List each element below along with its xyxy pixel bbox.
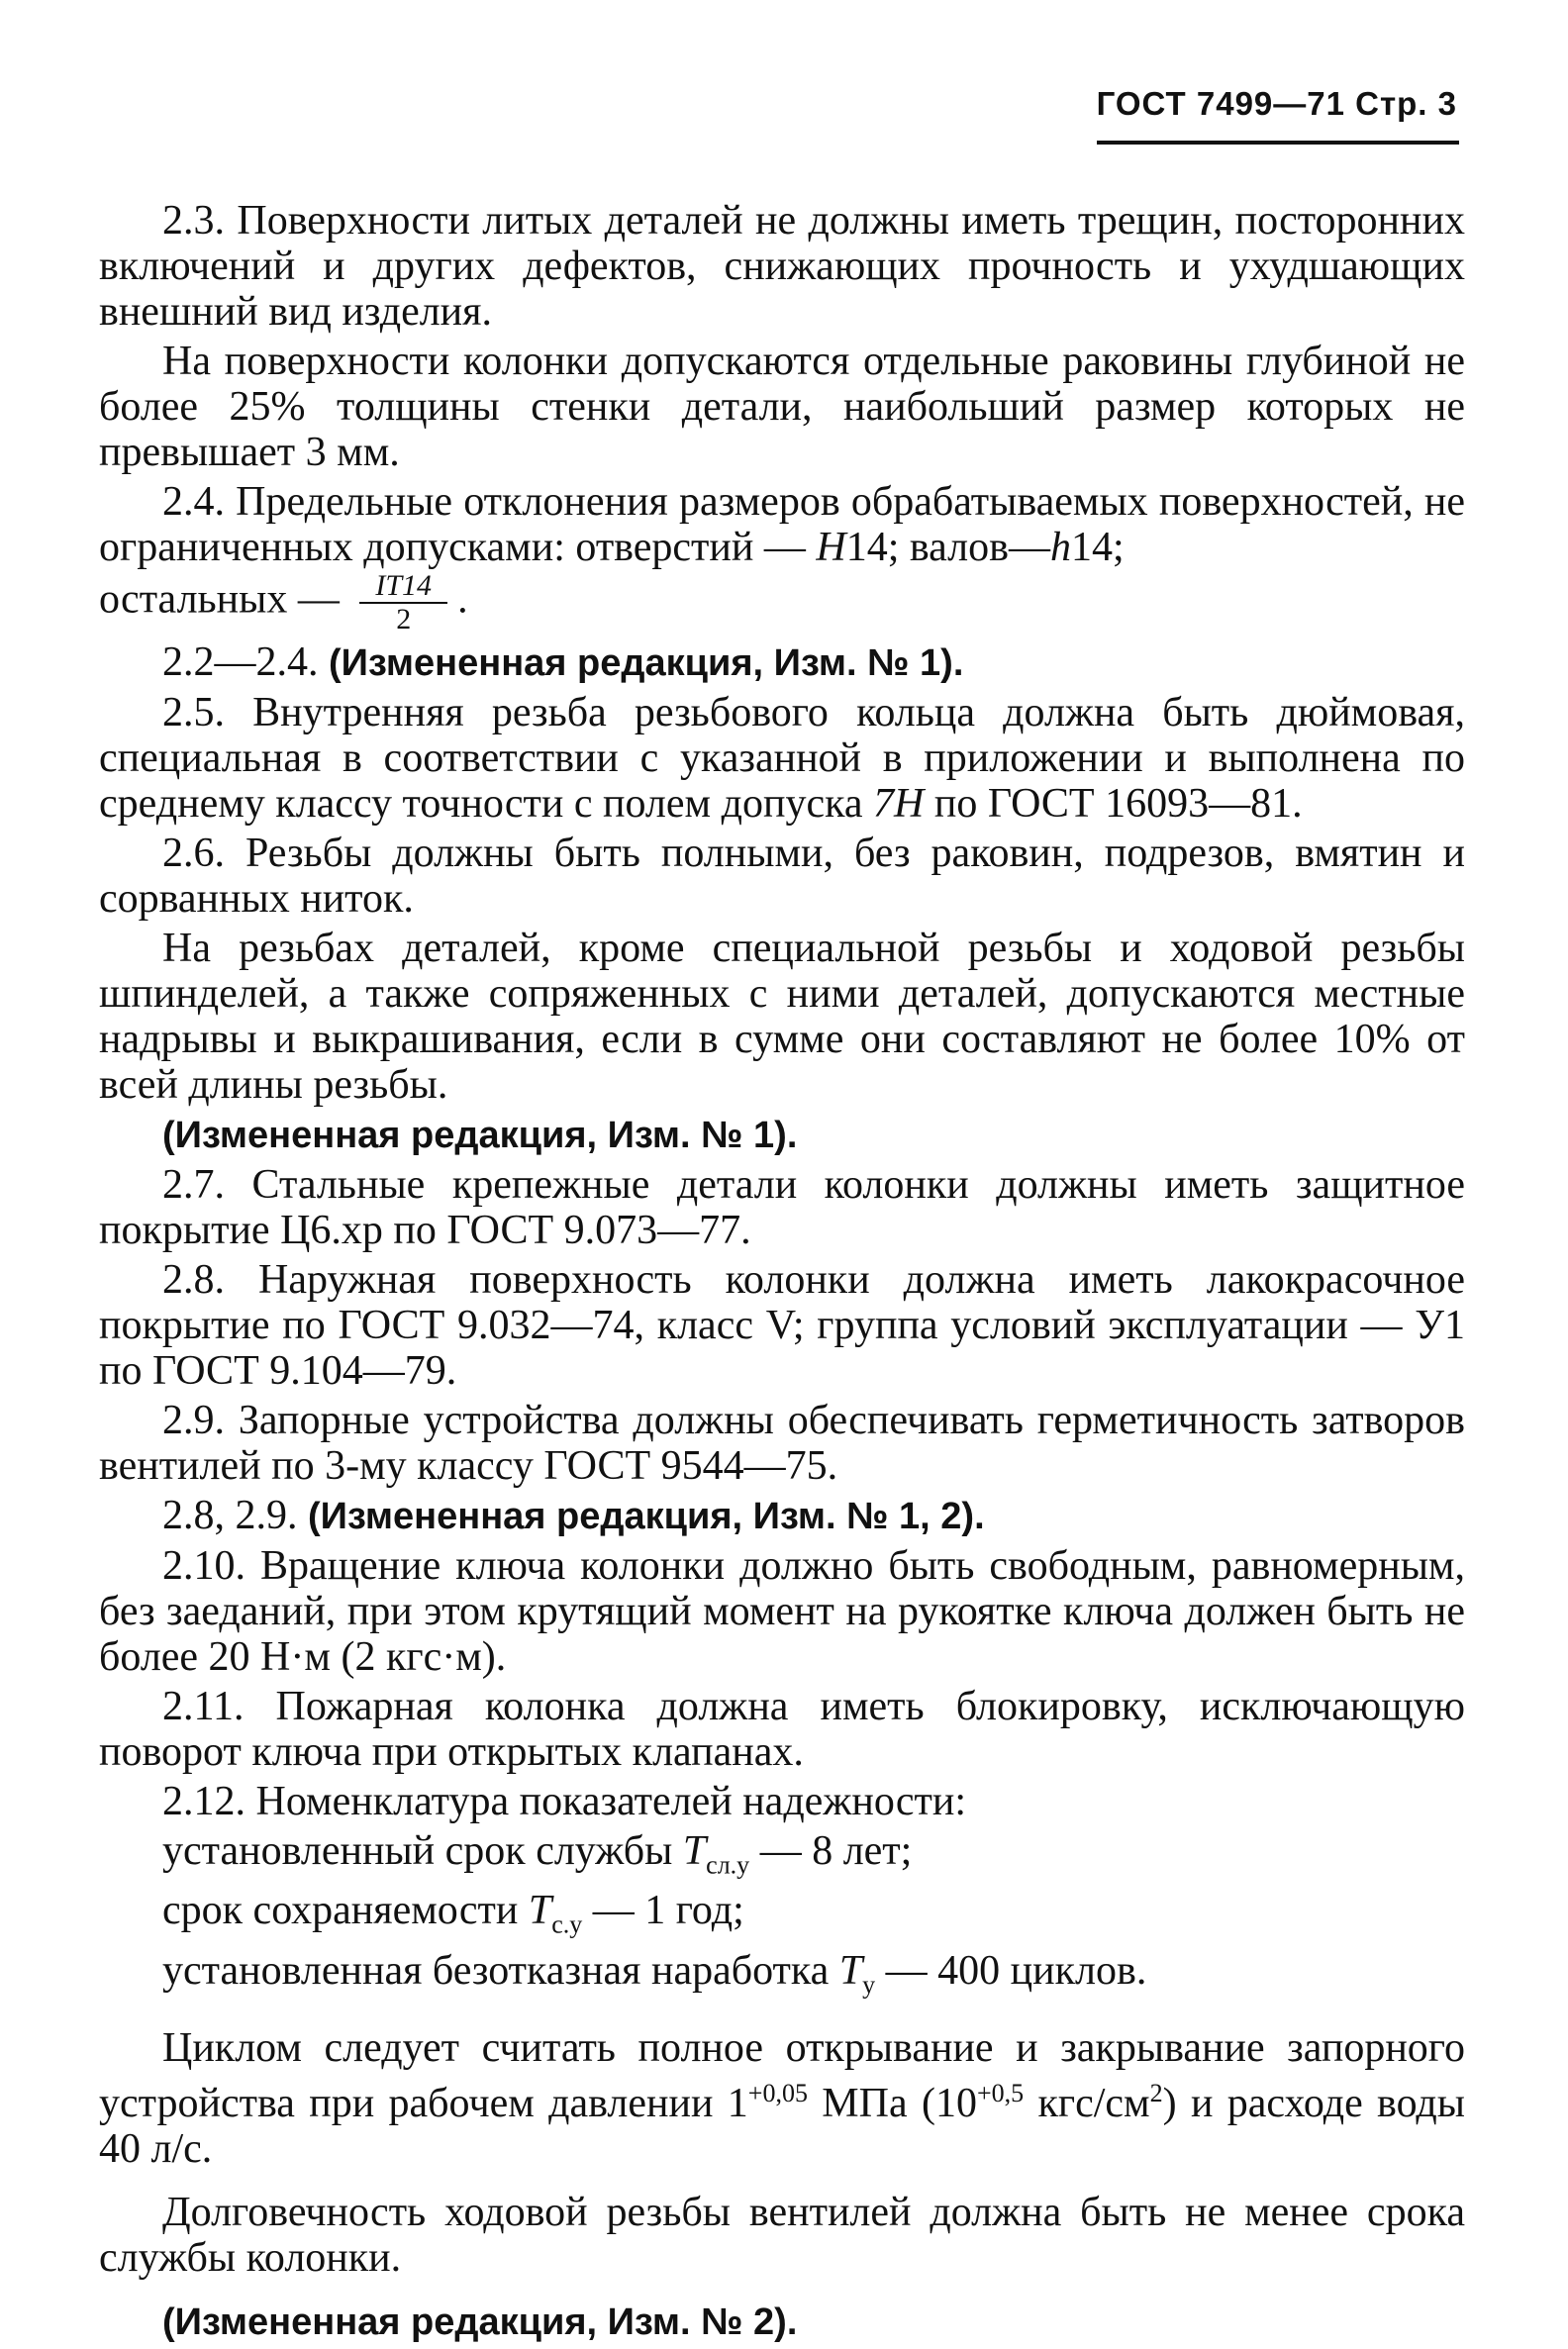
header-rule <box>1097 141 1459 145</box>
spacer <box>99 2011 1465 2025</box>
paragraph-2-12: 2.12. Номенклатура показателей надежности: <box>162 1779 967 1824</box>
paragraph-2-4-text-b: 14; валов— <box>845 525 1050 570</box>
subscript: сл.у <box>706 1850 750 1880</box>
paragraph-2-6: 2.6. Резьбы должны быть полными, без раковин, подрезов, вмятин и сорванных ниток. <box>99 831 1465 922</box>
paragraph-2-3-b: На поверхности колонки допускаются отдельные раковины глубиной не более 25% толщины стенки детали, наибольший размер которых не превышает 3 мм. <box>99 339 1465 475</box>
note-number: 2.8, 2.9. <box>162 1493 308 1538</box>
note-final <box>99 2299 1465 2345</box>
paragraph-2-8: 2.8. Наружная поверхность колонки должна иметь лакокрасочное покрытие по ГОСТ 9.032—74, класс V; группа условий эксплуатации — У1 по ГОСТ 9.104—79. <box>99 1257 1465 1394</box>
tolerance-7h: 7H <box>873 781 925 827</box>
cycle-text-c: кгс/см <box>1024 2081 1150 2127</box>
superscript: 2 <box>1149 2079 1163 2108</box>
paragraph-2-4-rest-line <box>99 570 1465 636</box>
item-text: установленный срок службы <box>162 1828 683 1874</box>
symbol-h-lower: h <box>1049 525 1071 570</box>
reliability-item-service-life <box>99 1828 1465 1888</box>
note-text: (Измененная редакция, Изм. № 1). <box>329 642 964 684</box>
symbol-t: T <box>528 1888 552 1934</box>
paragraph-2-4-text: 2.4. Предельные отклонения размеров обрабатываемых поверхностей, не ограниченных допусками: отверстий — <box>99 479 1465 570</box>
paragraph-2-10: 2.10. Вращение ключа колонки должно быть свободным, равномерным, без заеданий, при этом крутящий момент на рукоятке ключа должен быть не более 20 Н·м (2 кгс·м). <box>99 1543 1465 1680</box>
note-text: (Измененная редакция, Изм. № 2). <box>162 2301 798 2344</box>
paragraph-2-4-rest: остальных — <box>99 576 340 623</box>
paragraph-2-3: 2.3. Поверхности литых деталей не должны иметь трещин, посторонних включений и других дефектов, снижающих прочность и ухудшающих внешний вид изделия. <box>99 198 1465 335</box>
reliability-item-mtbf <box>99 1948 1465 2007</box>
note-text: (Измененная редакция, Изм. № 1). <box>162 1115 798 1156</box>
superscript: +0,5 <box>976 2079 1025 2108</box>
cycle-text-b: МПа (10 <box>807 2081 977 2127</box>
superscript: +0,05 <box>747 2079 808 2108</box>
paragraph-durability: Долговечность ходовой резьбы вентилей должна быть не менее срока службы колонки. <box>99 2190 1465 2282</box>
note-2-2-2-4 <box>99 639 1465 686</box>
paragraph-cycle <box>99 2025 1465 2172</box>
paragraph-2-11: 2.11. Пожарная колонка должна иметь блокировку, исключающую поворот ключа при открытых клапанах. <box>99 1684 1465 1775</box>
subscript: с.у <box>551 1909 583 1939</box>
paragraph-2-5 <box>99 690 1465 827</box>
note-2-6 <box>99 1112 1465 1158</box>
subscript: у <box>862 1970 876 2000</box>
paragraph-2-5-text-b: по ГОСТ 16093—81. <box>924 781 1303 827</box>
fraction-end: . <box>457 576 468 623</box>
paragraph-2-4-text-c: 14; <box>1070 525 1125 570</box>
paragraph-2-5-text: 2.5. Внутренняя резьба резьбового кольца должна быть дюймовая, специальная в соответствии с указанной в приложении и выполнена по среднему классу точности с полем допуска <box>99 690 1465 827</box>
item-value: — 400 циклов. <box>875 1947 1147 1994</box>
paragraph-2-4 <box>99 479 1465 636</box>
reliability-item-storage <box>99 1888 1465 1947</box>
cycle-text: Циклом следует считать полное открывание и закрывание запорного устройства при рабочем давлении 1 <box>99 2025 1465 2127</box>
page-header: ГОСТ 7499—71 Стр. 3 <box>1096 85 1457 122</box>
paragraph-2-7: 2.7. Стальные крепежные детали колонки должны иметь защитное покрытие Ц6.хр по ГОСТ 9.073—77. <box>99 1162 1465 1253</box>
note-2-8-2-9 <box>99 1493 1465 1539</box>
fraction-it14 <box>359 570 447 636</box>
note-number: 2.2—2.4. <box>162 639 329 685</box>
paragraph-2-6-b: На резьбах деталей, кроме специальной резьбы и ходовой резьбы шпинделей, а также сопряженных с ними деталей, допускаются местные надрывы и выкрашивания, если в сумме они составляют не более 10% от всей длины резьбы. <box>99 926 1465 1108</box>
document-body <box>99 198 1465 2349</box>
paragraph-2-9: 2.9. Запорные устройства должны обеспечивать герметичность затворов вентилей по 3-му классу ГОСТ 9544—75. <box>99 1398 1465 1489</box>
item-text: установленная безотказная наработка <box>162 1947 839 1994</box>
item-text: срок сохраняемости <box>162 1888 529 1934</box>
item-value: — 1 год; <box>582 1888 744 1934</box>
fraction-numerator: IT14 <box>359 570 447 604</box>
spacer <box>99 2176 1465 2190</box>
symbol-t: T <box>838 1947 863 1994</box>
note-text: (Измененная редакция, Изм. № 1, 2). <box>308 1496 985 1537</box>
item-value: — 8 лет; <box>749 1828 913 1874</box>
symbol-h-upper: H <box>816 525 846 570</box>
cycle-text-d: ) и расходе воды 40 л/с. <box>99 2081 1465 2173</box>
spacer <box>99 2285 1465 2299</box>
fraction-denominator: 2 <box>396 603 412 636</box>
symbol-t: T <box>682 1828 707 1874</box>
